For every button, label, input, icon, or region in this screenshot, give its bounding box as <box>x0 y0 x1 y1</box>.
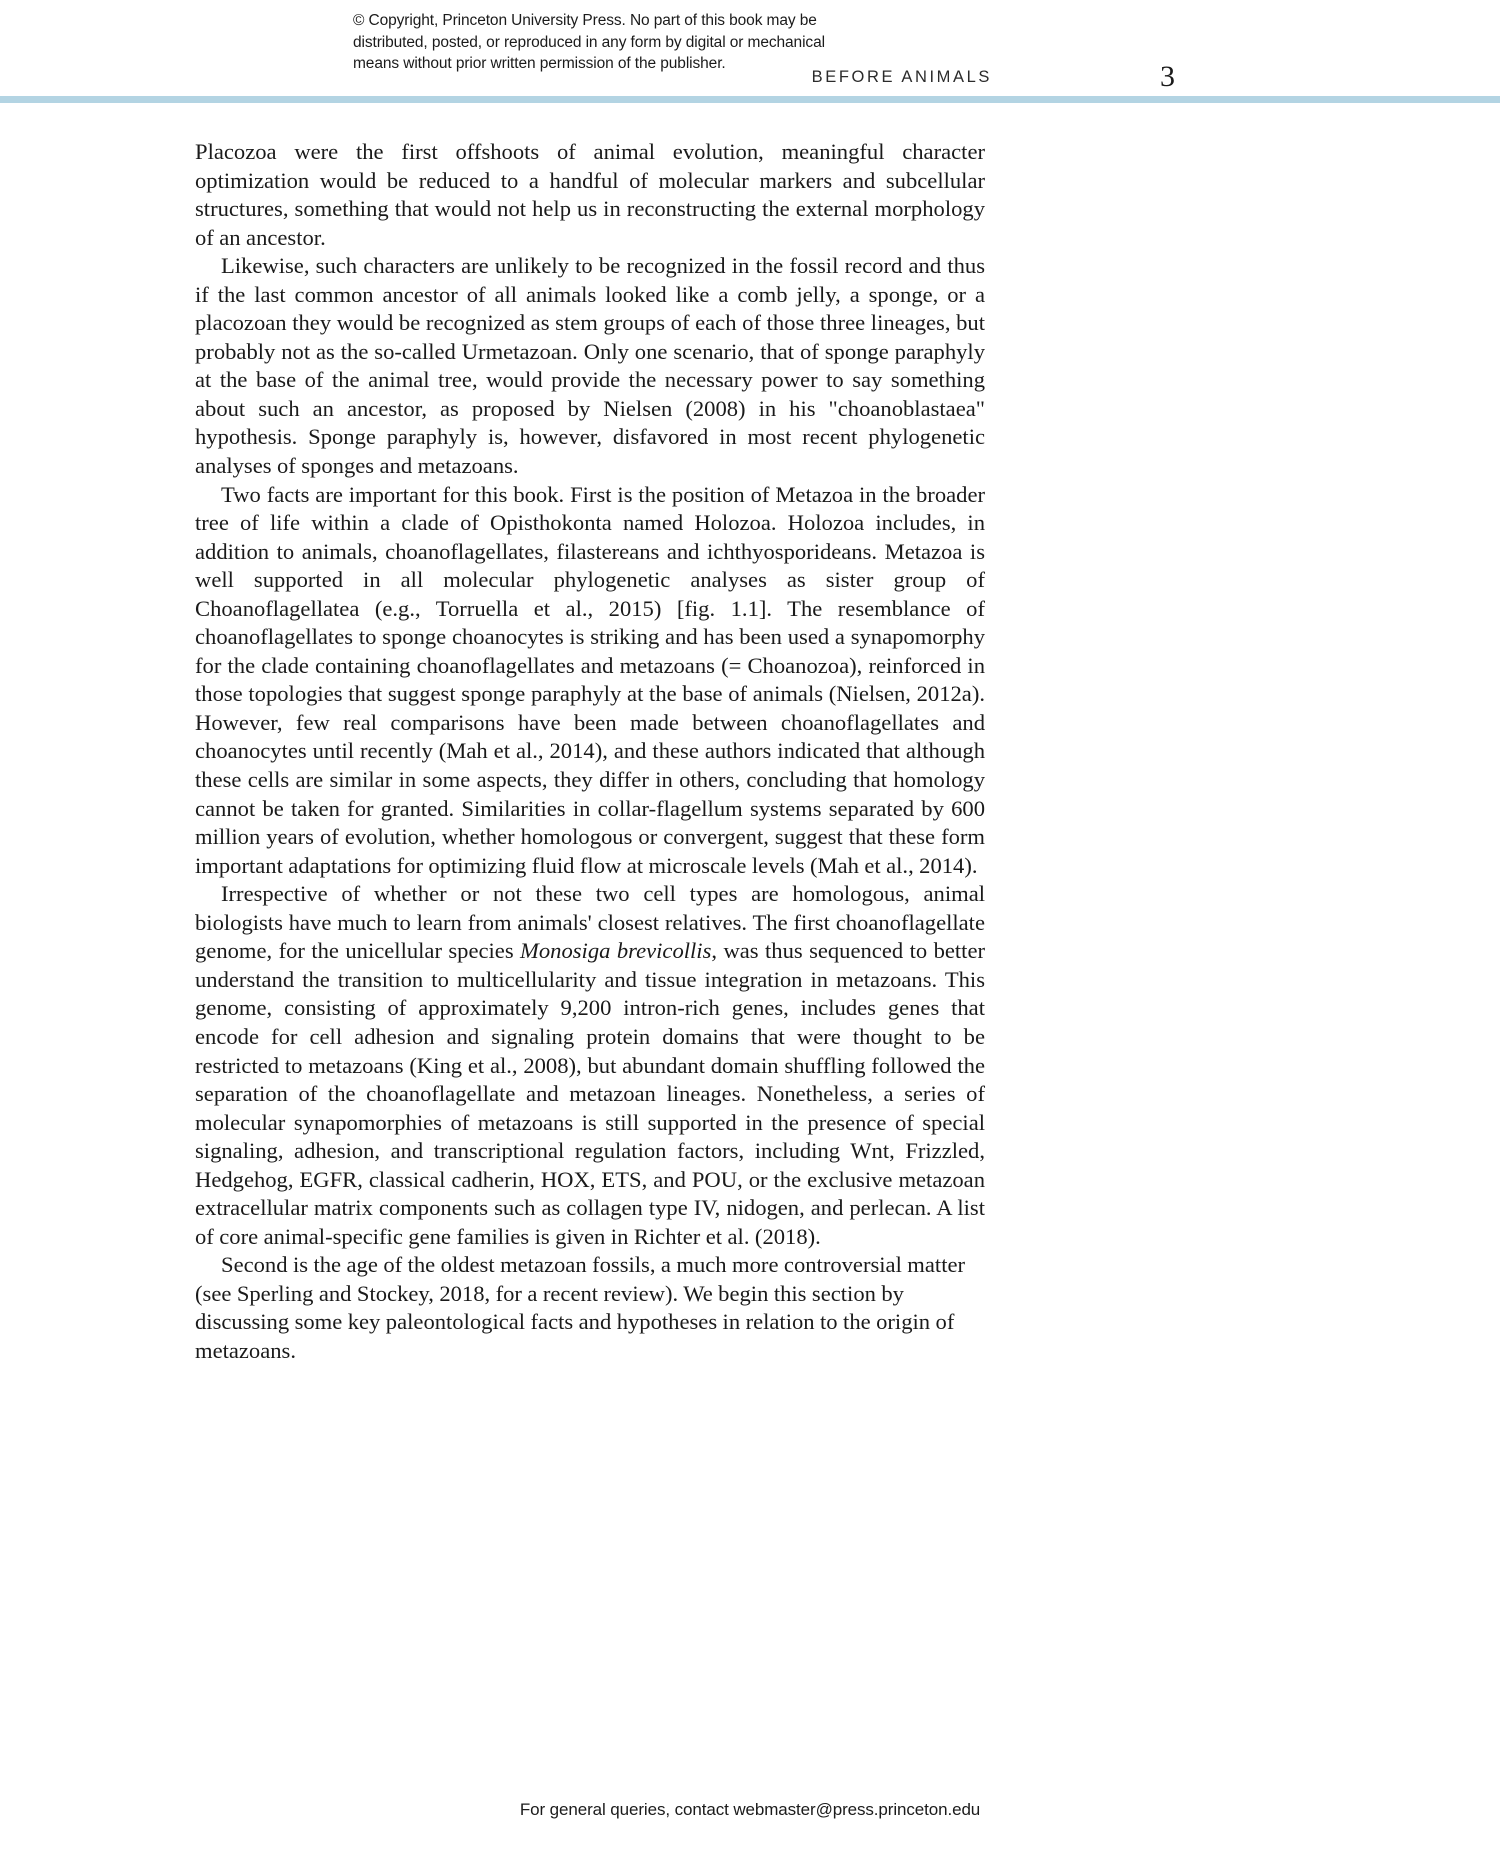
paragraph-4-text-before-species: Irrespective of whether or not these two cell types are homologous, animal biologists have much to learn from animals' closest relatives. The first choanoflagellate genome, for the unicellular species <box>195 881 985 964</box>
running-head-title: BEFORE ANIMALS <box>811 68 992 86</box>
paragraph-3: Two facts are important for this book. First is the position of Metazoa in the broader tree of life within a clade of Opisthokonta named Holozoa. Holozoa includes, in addition to animals, choanoflagellates, filastereans and ichthyosporideans. Metazoa is well supported in all molecular phylogenetic analyses as sister group of Choanoflagellatea (e.g., Torruella et al., 2015) [fig. 1.1]. The resemblance of choanoflagellates to sponge choanocytes is striking and has been used a synapomorphy for the clade containing choanoflagellates and metazoans (= Choanozoa), reinforced in those topologies that suggest sponge paraphyly at the base of animals (Nielsen, 2012a). However, few real comparisons have been made between choanoflagellates and choanocytes until recently (Mah et al., 2014), and these authors indicated that although these cells are similar in some aspects, they differ in others, concluding that homology cannot be taken for granted. Similarities in collar-flagellum systems separated by 600 million years of evolution, whether homologous or convergent, suggest that these form important adaptations for optimizing fluid flow at microscale levels (Mah et al., 2014). <box>195 481 985 878</box>
paragraph-4 <box>195 880 985 1251</box>
header-divider-rule <box>0 96 1500 103</box>
page-number: 3 <box>1160 60 1175 93</box>
copyright-line-2: distributed, posted, or reproduced in any form by digital or mechanical <box>353 33 825 51</box>
paragraph-5: Second is the age of the oldest metazoan fossils, a much more controversial matter (see Sperling and Stockey, 2018, for a recent review). We begin this section by discussing some key paleontological facts and hypotheses in relation to the origin of metazoans. <box>195 1252 966 1363</box>
copyright-line-1: © Copyright, Princeton University Press. No part of this book may be <box>353 12 817 29</box>
species-name-monosiga-brevicollis: Monosiga brevicollis <box>520 938 712 964</box>
paragraph-1: Placozoa were the first offshoots of animal evolution, meaningful character optimization would be reduced to a handful of molecular markers and subcellular structures, something that would not help us in reconstructing the external morphology of an ancestor. <box>195 139 985 250</box>
body-text-column <box>195 138 985 1366</box>
paragraph-4-text-after-species: , was thus sequenced to better understand the transition to multicellularity and tissue integration in metazoans. This genome, consisting of approximately 9,200 intron-rich genes, includes genes that encode for cell adhesion and signaling protein domains that were thought to be restricted to metazoans (King et al., 2008), but abundant domain shuffling followed the separation of the choanoflagellate and metazoan lineages. Nonetheless, a series of molecular synapomorphies of metazoans is still supported in the presence of special signaling, adhesion, and transcriptional regulation factors, including Wnt, Frizzled, Hedgehog, EGFR, classical cadherin, HOX, ETS, and POU, or the exclusive metazoan extracellular matrix components such as collagen type IV, nidogen, and perlecan. A list of core animal-specific gene families is given in Richter et al. (2018). <box>195 938 985 1249</box>
copyright-notice <box>353 10 913 75</box>
paragraph-2: Likewise, such characters are unlikely to be recognized in the fossil record and thus if the last common ancestor of all animals looked like a comb jelly, a sponge, or a placozoan they would be recognized as stem groups of each of those three lineages, but probably not as the so-called Urmetazoan. Only one scenario, that of sponge paraphyly at the base of the animal tree, would provide the necessary power to say something about such an ancestor, as proposed by Nielsen (2008) in his "choanoblastaea" hypothesis. Sponge paraphyly is, however, disfavored in most recent phylogenetic analyses of sponges and metazoans. <box>195 253 985 479</box>
copyright-line-3: means without prior written permission of the publisher. <box>353 55 726 72</box>
footer-queries-notice: For general queries, contact webmaster@press.princeton.edu <box>519 1800 981 1819</box>
